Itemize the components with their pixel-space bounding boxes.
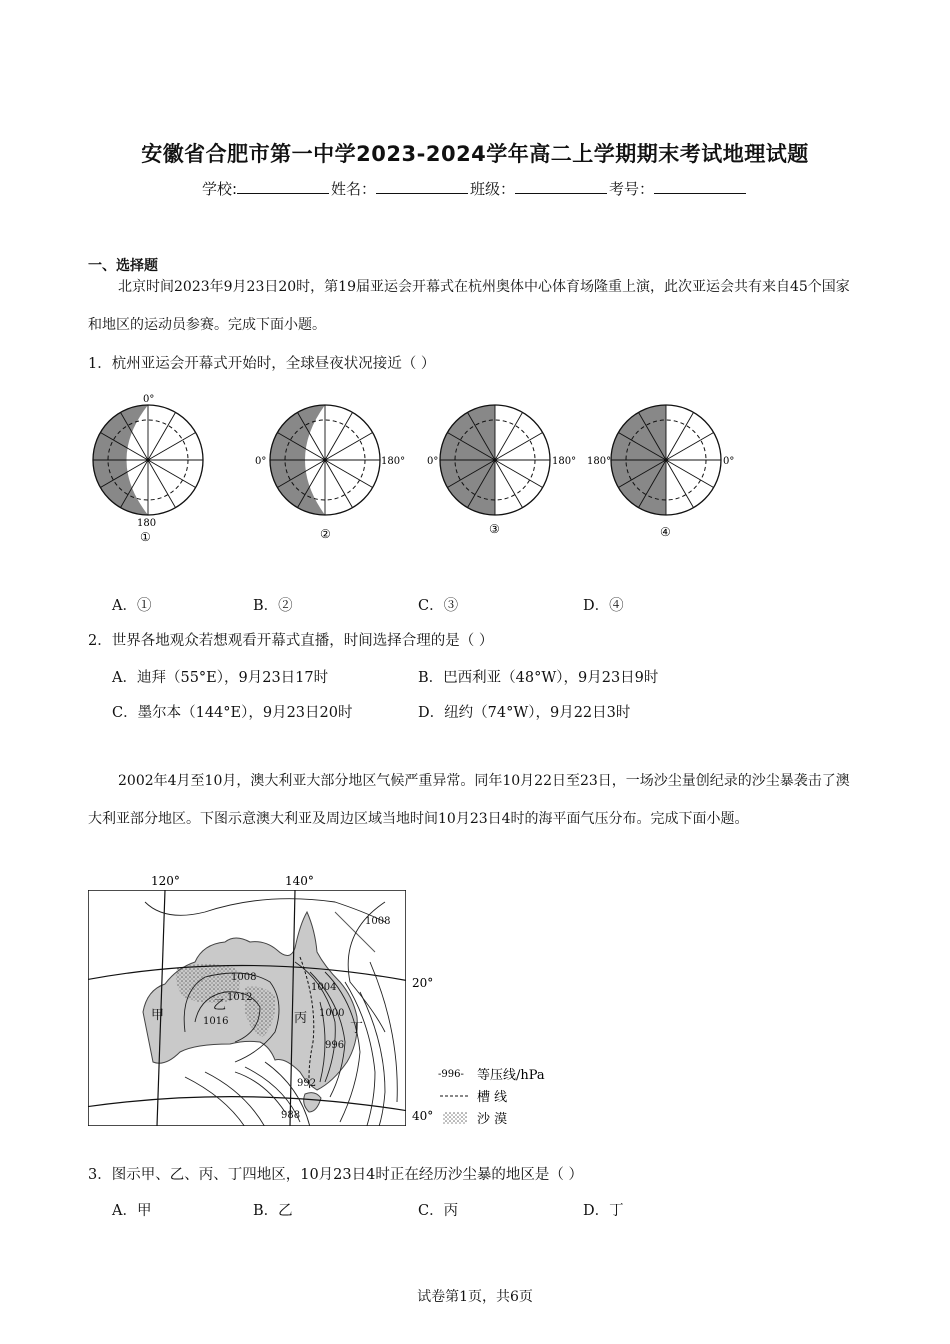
- legend-trough: 槽 线: [477, 1090, 508, 1105]
- q2-option-b[interactable]: B．巴西利亚（48°W），9月23日9时: [418, 670, 659, 686]
- number-label: 考号：: [609, 180, 655, 198]
- q3-option-a[interactable]: A．甲: [112, 1203, 152, 1219]
- place-ding: 丁: [350, 1021, 364, 1036]
- school-blank[interactable]: [237, 179, 329, 194]
- page-title: 安徽省合肥市第一中学2023-2024学年高二上学期期末考试地理试题: [141, 142, 809, 166]
- place-bing: 丙: [294, 1011, 308, 1026]
- passage-1: 北京时间2023年9月23日20时，第19届亚运会开幕式在杭州奥体中心体育场隆重上演，此次亚运会共有来自45个国家和地区的运动员参赛。完成下面小题。: [88, 279, 850, 333]
- fig3-mark: ③: [489, 522, 500, 536]
- figure-3: [427, 405, 576, 536]
- place-yi: 乙: [213, 998, 227, 1013]
- fig2-left-label: 0°: [255, 456, 267, 467]
- q1-option-a[interactable]: A．①: [112, 598, 152, 614]
- figure-2: [255, 405, 405, 541]
- student-info: [0, 178, 950, 199]
- isobar-label-1000: 1000: [319, 1008, 345, 1019]
- legend-desert: 沙 漠: [477, 1112, 508, 1127]
- isobar-label-992: 992: [297, 1078, 317, 1089]
- q1-figures: [85, 388, 765, 548]
- isobar-label-1008-east: 1008: [365, 916, 391, 927]
- q3-option-c[interactable]: C．丙: [418, 1203, 459, 1219]
- q1-option-d[interactable]: D．④: [583, 598, 624, 614]
- isobar-label-1004: 1004: [311, 982, 337, 993]
- q2-option-a[interactable]: A．迪拜（55°E），9月23日17时: [112, 670, 329, 686]
- question-1-stem: 1．杭州亚运会开幕式开始时，全球昼夜状况接近（ ）: [88, 356, 436, 372]
- fig1-top-label: 0°: [143, 394, 155, 405]
- page-footer: 试卷第1页，共6页: [417, 1289, 533, 1305]
- q3-option-d[interactable]: D．丁: [583, 1203, 624, 1219]
- fig4-left-label: 180°: [587, 456, 612, 467]
- lon-140-label: 140°: [285, 874, 314, 888]
- passage-2: 2002年4月至10月，澳大利亚大部分地区气候严重异常。同年10月22日至23日，一场沙尘量创纪录的沙尘暴袭击了澳大利亚部分地区。下图示意澳大利亚及周边区域当地时间10月23日4时的海平面气压分布。完成下面小题。: [88, 773, 850, 827]
- fig1-bottom-label: 180: [137, 518, 157, 529]
- fig2-right-label: 180°: [381, 456, 406, 467]
- lon-120-label: 120°: [151, 874, 180, 888]
- map-legend: [438, 1067, 545, 1127]
- figure-4: [587, 405, 734, 539]
- pressure-map: [85, 872, 545, 1134]
- q1-option-b[interactable]: B．②: [253, 598, 293, 614]
- isobar-label-996: 996: [325, 1040, 345, 1051]
- q2-option-c[interactable]: C．墨尔本（144°E），9月23日20时: [112, 705, 353, 721]
- isobar-label-1016: 1016: [203, 1016, 229, 1027]
- lat-40-label: 40°: [412, 1109, 434, 1123]
- isobar-label-988: 988: [281, 1110, 301, 1121]
- fig1-mark: ①: [140, 530, 151, 544]
- name-label: 姓名：: [331, 180, 377, 198]
- lat-20-label: 20°: [412, 976, 434, 990]
- fig4-right-label: 0°: [723, 456, 735, 467]
- fig2-mark: ②: [320, 527, 331, 541]
- number-blank[interactable]: [654, 179, 746, 194]
- question-3-stem: 3．图示甲、乙、丙、丁四地区，10月23日4时正在经历沙尘暴的地区是（ ）: [88, 1167, 583, 1183]
- q1-option-c[interactable]: C．③: [418, 598, 459, 614]
- class-blank[interactable]: [515, 179, 607, 194]
- q2-option-d[interactable]: D．纽约（74°W），9月22日3时: [418, 705, 631, 721]
- isobar-label-1008: 1008: [231, 972, 257, 983]
- isobar-label-1012: 1012: [227, 992, 253, 1003]
- place-jia: 甲: [151, 1008, 165, 1023]
- fig4-mark: ④: [660, 525, 671, 539]
- question-2-stem: 2．世界各地观众若想观看开幕式直播，时间选择合理的是（ ）: [88, 633, 494, 649]
- legend-isobar-sample: -996-: [438, 1069, 464, 1080]
- name-blank[interactable]: [376, 179, 468, 194]
- section-heading: 一、选择题: [88, 258, 158, 274]
- fig3-right-label: 180°: [552, 456, 577, 467]
- q3-option-b[interactable]: B．乙: [253, 1203, 293, 1219]
- class-label: 班级：: [470, 180, 516, 198]
- school-label: 学校:: [201, 180, 237, 198]
- fig3-left-label: 0°: [427, 456, 439, 467]
- legend-isobar: 等压线/hPa: [477, 1068, 545, 1083]
- figure-1: [85, 394, 203, 544]
